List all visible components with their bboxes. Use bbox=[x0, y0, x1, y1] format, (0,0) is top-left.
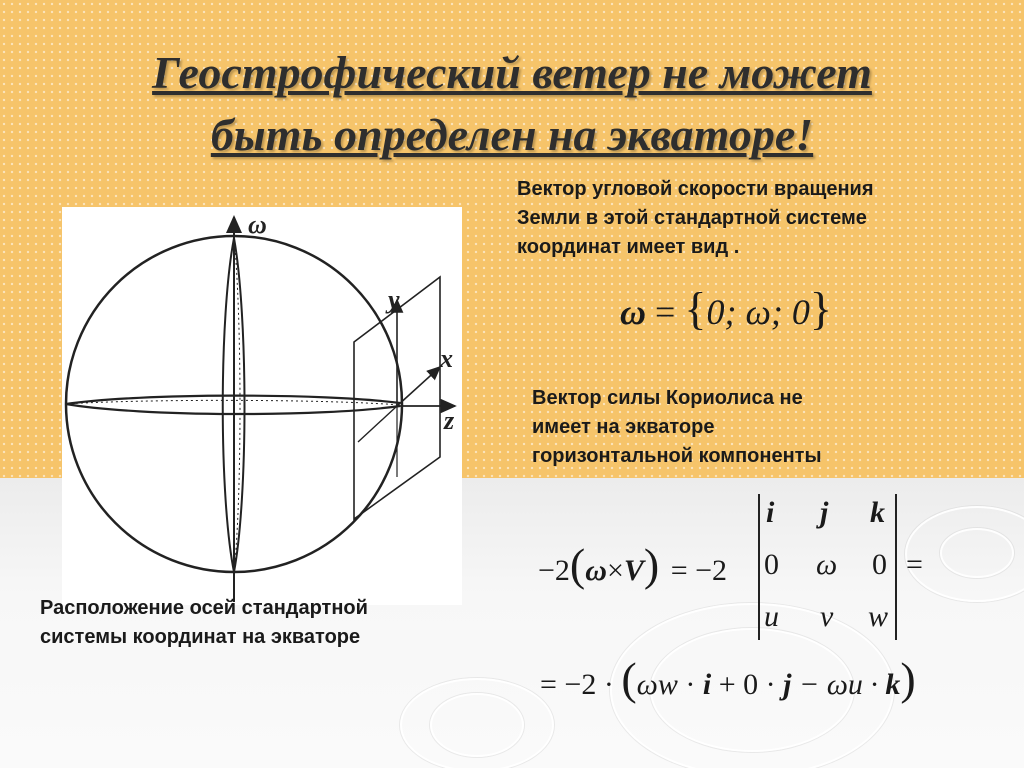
omega-formula-body: 0; ω; 0 bbox=[706, 292, 810, 332]
matrix-u: u bbox=[764, 600, 779, 633]
lhs-close-paren: ) bbox=[643, 539, 660, 590]
determinant-formula bbox=[538, 492, 998, 642]
x-axis bbox=[397, 367, 440, 406]
result-j: j bbox=[783, 668, 792, 701]
coriolis-description-line-2: имеет на экваторе bbox=[532, 416, 715, 438]
title-line-1: Геострофический ветер не может bbox=[152, 47, 872, 98]
omega-formula-close-brace: } bbox=[809, 283, 832, 334]
lhs-prefix: −2 bbox=[538, 554, 570, 587]
result-formula bbox=[540, 652, 916, 705]
meridian-back bbox=[223, 238, 234, 572]
determinant-lhs bbox=[538, 538, 727, 591]
figure-caption bbox=[40, 594, 368, 652]
axis-label-x: x bbox=[440, 344, 453, 373]
omega-formula-lhs: ω bbox=[620, 292, 647, 332]
result-close-paren: ) bbox=[900, 653, 916, 704]
matrix-j: j bbox=[820, 496, 829, 529]
coriolis-description-line-1: Вектор силы Кориолиса не bbox=[532, 387, 803, 409]
figure-caption-line-1: Расположение осей стандартной bbox=[40, 597, 368, 619]
omega-formula-eq: = bbox=[655, 292, 676, 332]
sphere-diagram bbox=[62, 207, 462, 605]
determinant-bar-right bbox=[895, 494, 897, 640]
meridian-front bbox=[234, 238, 245, 572]
lhs-v: V bbox=[623, 554, 644, 587]
result-minus-omega-u: − ωu · bbox=[798, 668, 878, 701]
coriolis-description-line-3: горизонтальной компоненты bbox=[532, 445, 822, 467]
result-plus-zero: + 0 · bbox=[718, 668, 776, 701]
ripple-decoration bbox=[400, 678, 554, 768]
axis-label-y: y bbox=[388, 285, 400, 314]
omega-formula bbox=[620, 284, 832, 337]
x-axis-back bbox=[358, 406, 397, 442]
result-prefix: = −2 · bbox=[540, 668, 614, 701]
slide-title bbox=[0, 42, 1024, 166]
figure-caption-line-2: системы координат на экваторе bbox=[40, 626, 361, 648]
result-open-paren: ( bbox=[621, 653, 637, 704]
matrix-i: i bbox=[766, 496, 775, 529]
title-line-2: быть определен на экваторе! bbox=[210, 109, 814, 160]
omega-formula-open-brace: { bbox=[684, 283, 707, 334]
axis-label-omega: ω bbox=[248, 210, 267, 239]
matrix-k: k bbox=[870, 496, 885, 529]
result-k: k bbox=[885, 668, 901, 701]
matrix-0-b: 0 bbox=[872, 548, 887, 581]
lhs-open-paren: ( bbox=[569, 539, 586, 590]
omega-description-line-2: Земли в этой стандартной системе bbox=[517, 207, 867, 229]
result-term-omega-w: ωw bbox=[636, 668, 678, 701]
determinant-eq1: = −2 bbox=[670, 554, 728, 587]
matrix-v: v bbox=[820, 600, 834, 633]
coriolis-description bbox=[532, 384, 822, 471]
determinant-bar-left bbox=[758, 494, 760, 640]
omega-description-line-3: координат имеет вид . bbox=[517, 236, 740, 258]
lhs-times: × bbox=[606, 554, 624, 587]
omega-description-line-1: Вектор угловой скорости вращения bbox=[517, 178, 874, 200]
axis-label-z: z bbox=[444, 406, 455, 435]
matrix-0-a: 0 bbox=[764, 548, 779, 581]
matrix-w: w bbox=[868, 600, 889, 633]
result-dot-1: · bbox=[685, 668, 696, 701]
matrix-omega: ω bbox=[816, 548, 838, 581]
lhs-omega: ω bbox=[585, 554, 607, 587]
omega-description bbox=[517, 175, 874, 262]
coordinate-system-figure bbox=[62, 207, 462, 605]
determinant-eq2: = bbox=[906, 548, 923, 581]
result-i: i bbox=[702, 668, 712, 701]
